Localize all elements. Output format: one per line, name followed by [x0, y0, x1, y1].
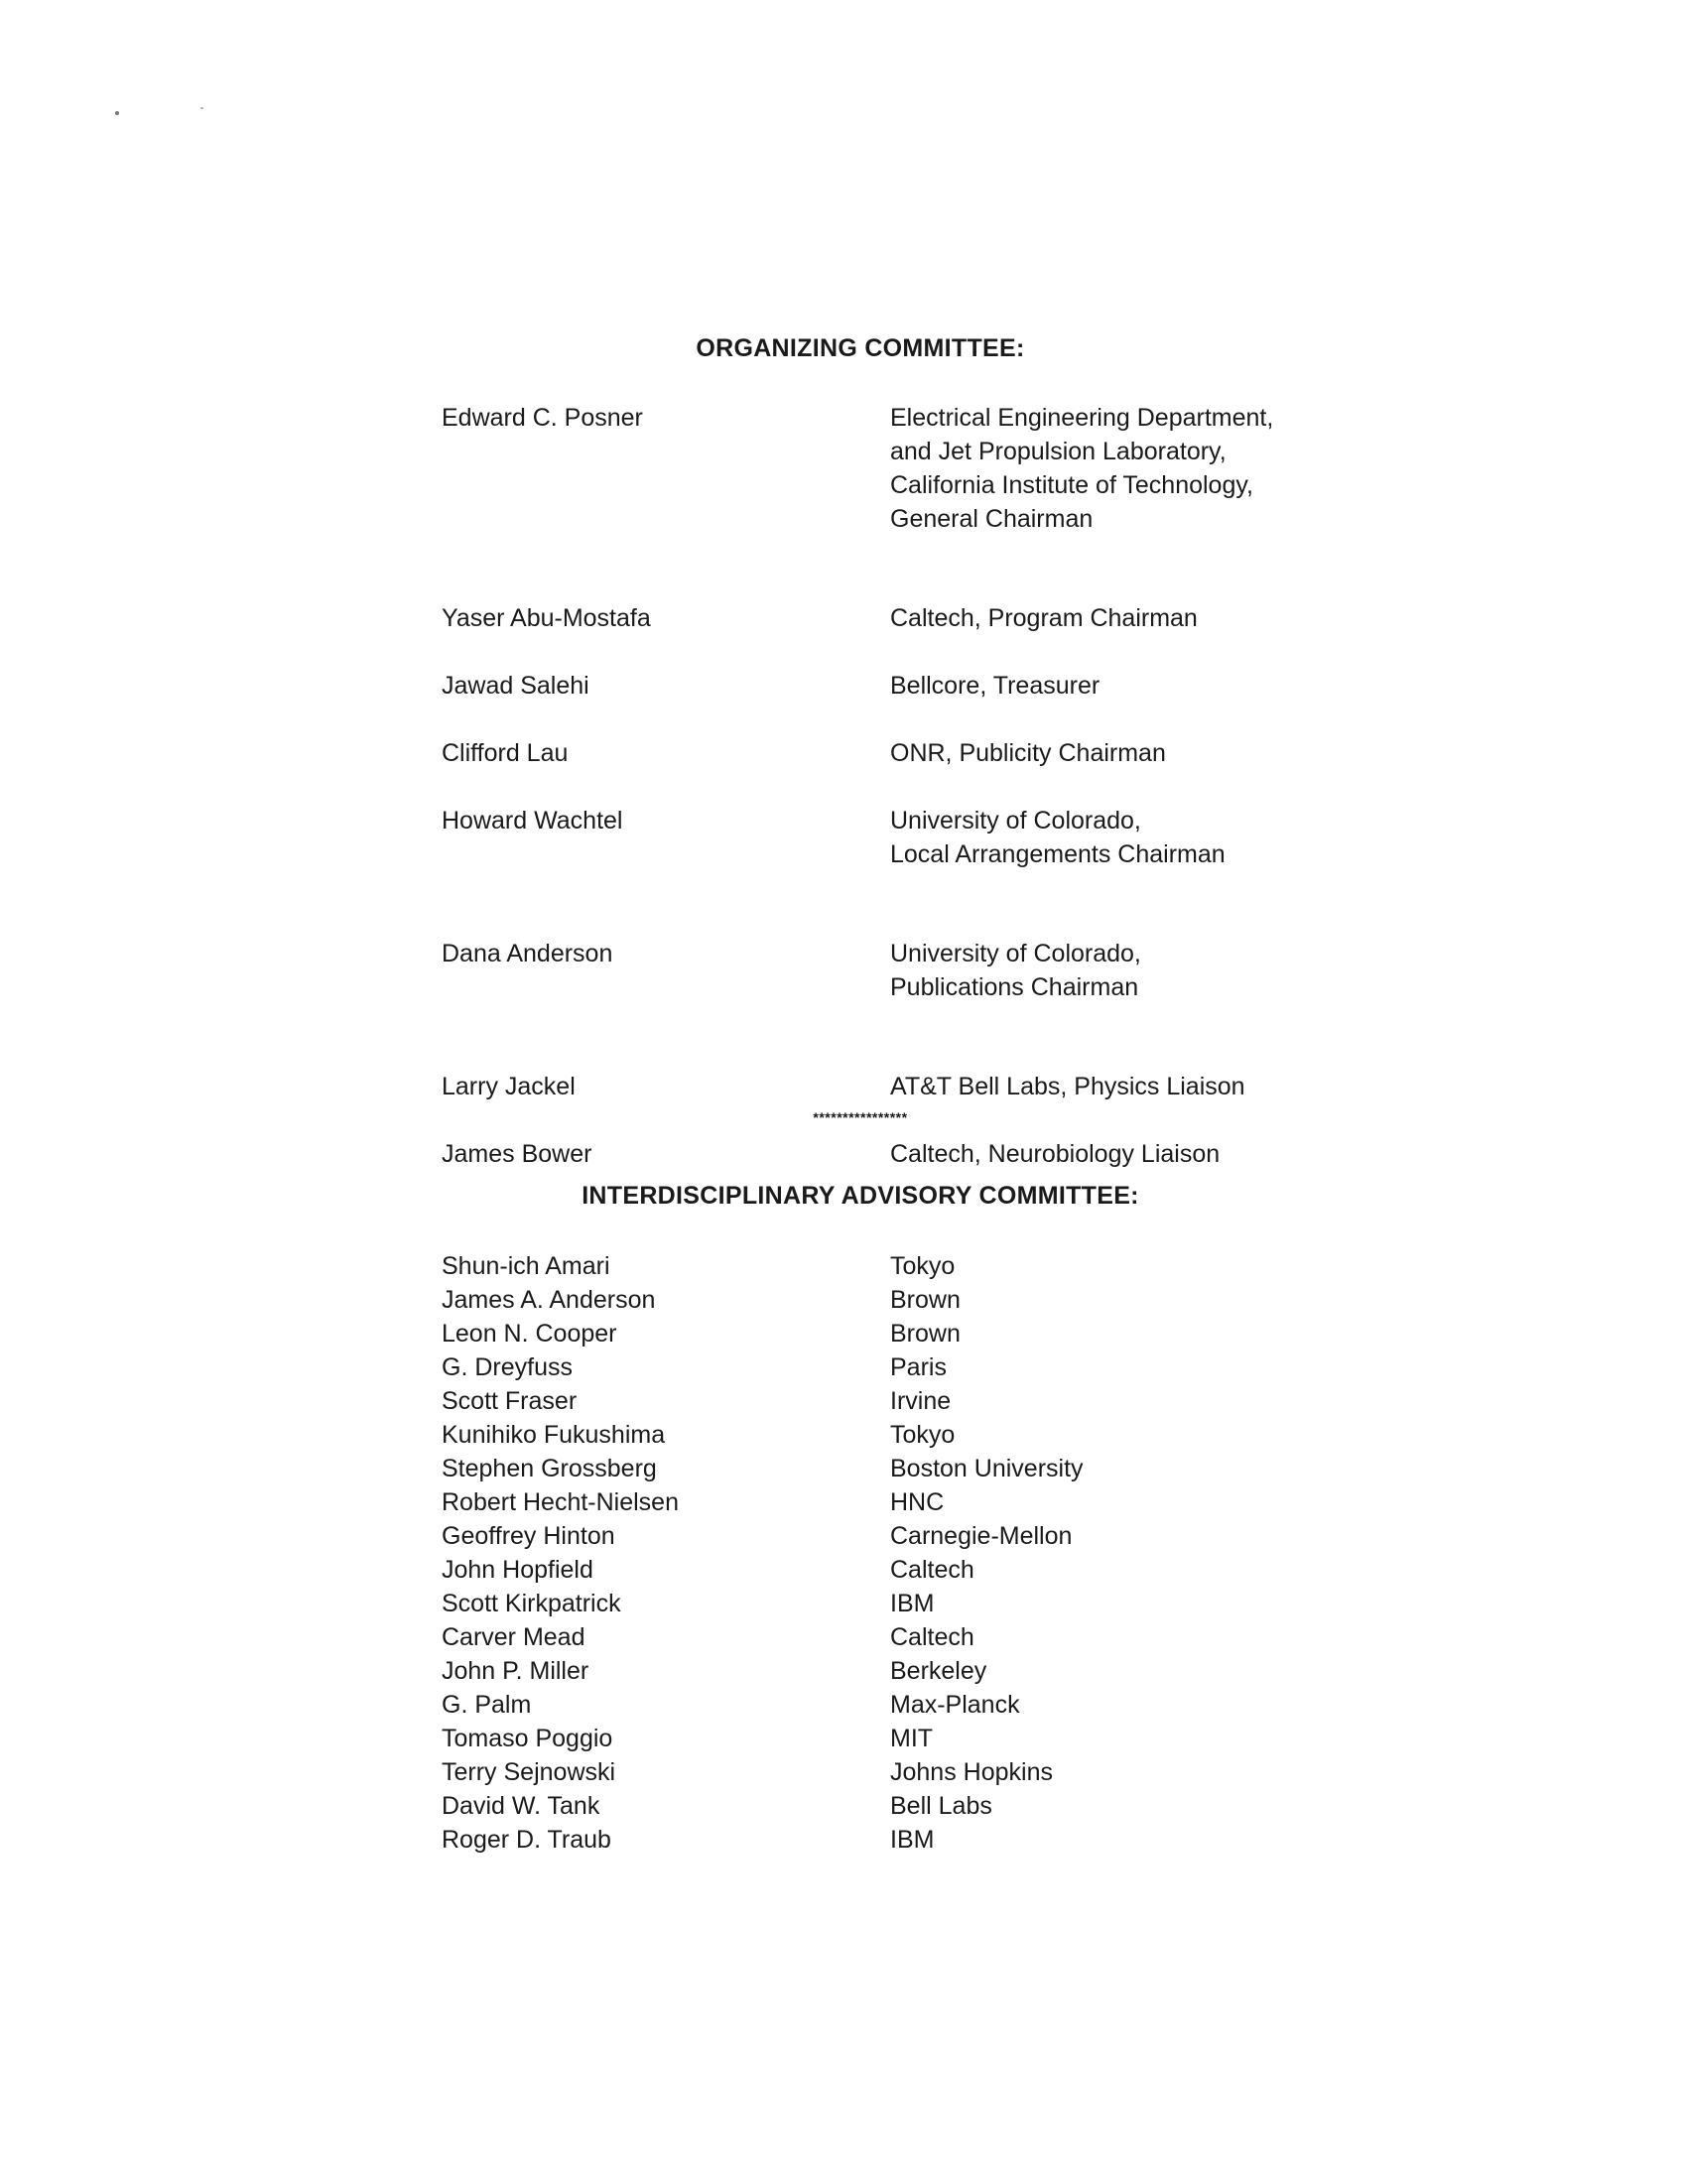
member-name: Carver Mead — [442, 1623, 585, 1651]
member-role: Bellcore, Treasurer — [890, 672, 1100, 700]
member-name: Terry Sejnowski — [442, 1758, 616, 1786]
advisory-member-row — [442, 1283, 1335, 1317]
organizing-member-row — [442, 401, 1335, 536]
advisory-member-row — [442, 1654, 1335, 1688]
organizing-committee-heading: ORGANIZING COMMITTEE: — [696, 334, 1025, 362]
advisory-member-row — [442, 1823, 1335, 1857]
advisory-member-row — [442, 1587, 1335, 1620]
advisory-member-row — [442, 1350, 1335, 1384]
advisory-member-row — [442, 1317, 1335, 1350]
member-name: G. Palm — [442, 1691, 532, 1719]
member-affiliation: Boston University — [890, 1455, 1084, 1482]
member-affiliation: Tokyo — [890, 1252, 956, 1280]
member-name: Edward C. Posner — [442, 404, 643, 432]
organizing-committee-list — [442, 401, 1335, 1171]
member-affiliation: Tokyo — [890, 1421, 956, 1449]
organizing-member-row — [442, 937, 1335, 1004]
advisory-member-row — [442, 1553, 1335, 1587]
member-name: John Hopfield — [442, 1556, 593, 1584]
member-name: Shun-ich Amari — [442, 1252, 610, 1280]
member-name: G. Dreyfuss — [442, 1353, 573, 1381]
member-role: Electrical Engineering Department, and Jet Propulsion Laboratory, California Institute of Technology, General Chairman — [890, 404, 1274, 533]
member-affiliation: Brown — [890, 1320, 961, 1348]
member-name: Kunihiko Fukushima — [442, 1421, 666, 1449]
member-name: Stephen Grossberg — [442, 1455, 657, 1482]
member-affiliation: Berkeley — [890, 1657, 987, 1685]
member-affiliation: HNC — [890, 1488, 945, 1516]
member-name: Larry Jackel — [442, 1073, 576, 1100]
member-role: University of Colorado, Local Arrangements Chairman — [890, 807, 1226, 868]
member-name: Tomaso Poggio — [442, 1725, 613, 1752]
member-name: David W. Tank — [442, 1792, 600, 1820]
member-affiliation: Brown — [890, 1286, 961, 1314]
organizing-member-row — [442, 601, 1335, 635]
advisory-member-row — [442, 1789, 1335, 1823]
member-role: ONR, Publicity Chairman — [890, 739, 1166, 767]
member-affiliation: Johns Hopkins — [890, 1758, 1053, 1786]
advisory-member-row — [442, 1452, 1335, 1485]
member-name: Scott Kirkpatrick — [442, 1590, 621, 1617]
member-affiliation: MIT — [890, 1725, 934, 1752]
advisory-member-row — [442, 1519, 1335, 1553]
advisory-member-row — [442, 1688, 1335, 1722]
organizing-member-row — [442, 669, 1335, 703]
member-affiliation: Carnegie-Mellon — [890, 1522, 1073, 1550]
member-affiliation: IBM — [890, 1826, 935, 1854]
advisory-member-row — [442, 1418, 1335, 1452]
member-role: Caltech, Neurobiology Liaison — [890, 1140, 1221, 1168]
member-name: John P. Miller — [442, 1657, 589, 1685]
member-name: Robert Hecht-Nielsen — [442, 1488, 679, 1516]
member-name: James A. Anderson — [442, 1286, 656, 1314]
member-name: Howard Wachtel — [442, 807, 623, 835]
advisory-member-row — [442, 1249, 1335, 1283]
advisory-member-row — [442, 1384, 1335, 1418]
member-affiliation: IBM — [890, 1590, 935, 1617]
member-affiliation: Paris — [890, 1353, 947, 1381]
member-name: Leon N. Cooper — [442, 1320, 617, 1348]
member-role: AT&T Bell Labs, Physics Liaison — [890, 1073, 1245, 1100]
member-affiliation: Max-Planck — [890, 1691, 1020, 1719]
organizing-member-row — [442, 736, 1335, 770]
member-name: Yaser Abu-Mostafa — [442, 604, 651, 632]
member-affiliation: Caltech — [890, 1623, 974, 1651]
advisory-committee-heading: INTERDISCIPLINARY ADVISORY COMMITTEE: — [582, 1182, 1139, 1210]
member-name: Geoffrey Hinton — [442, 1522, 615, 1550]
member-affiliation: Caltech — [890, 1556, 974, 1584]
member-role: Caltech, Program Chairman — [890, 604, 1198, 632]
scan-speck — [115, 111, 119, 115]
member-name: Roger D. Traub — [442, 1826, 611, 1854]
scan-speck — [200, 107, 203, 109]
advisory-committee-list — [442, 1249, 1335, 1857]
member-affiliation: Irvine — [890, 1387, 952, 1415]
organizing-member-row — [442, 1070, 1335, 1103]
member-name: Dana Anderson — [442, 940, 613, 967]
member-affiliation: Bell Labs — [890, 1792, 992, 1820]
advisory-member-row — [442, 1485, 1335, 1519]
member-name: James Bower — [442, 1140, 592, 1168]
member-name: Scott Fraser — [442, 1387, 578, 1415]
organizing-member-row — [442, 1137, 1335, 1171]
member-name: Jawad Salehi — [442, 672, 589, 700]
organizing-member-row — [442, 804, 1335, 871]
member-role: University of Colorado, Publications Chairman — [890, 940, 1141, 1001]
advisory-member-row — [442, 1755, 1335, 1789]
member-name: Clifford Lau — [442, 739, 569, 767]
advisory-member-row — [442, 1722, 1335, 1755]
section-separator: **************** — [813, 1109, 908, 1125]
advisory-member-row — [442, 1620, 1335, 1654]
